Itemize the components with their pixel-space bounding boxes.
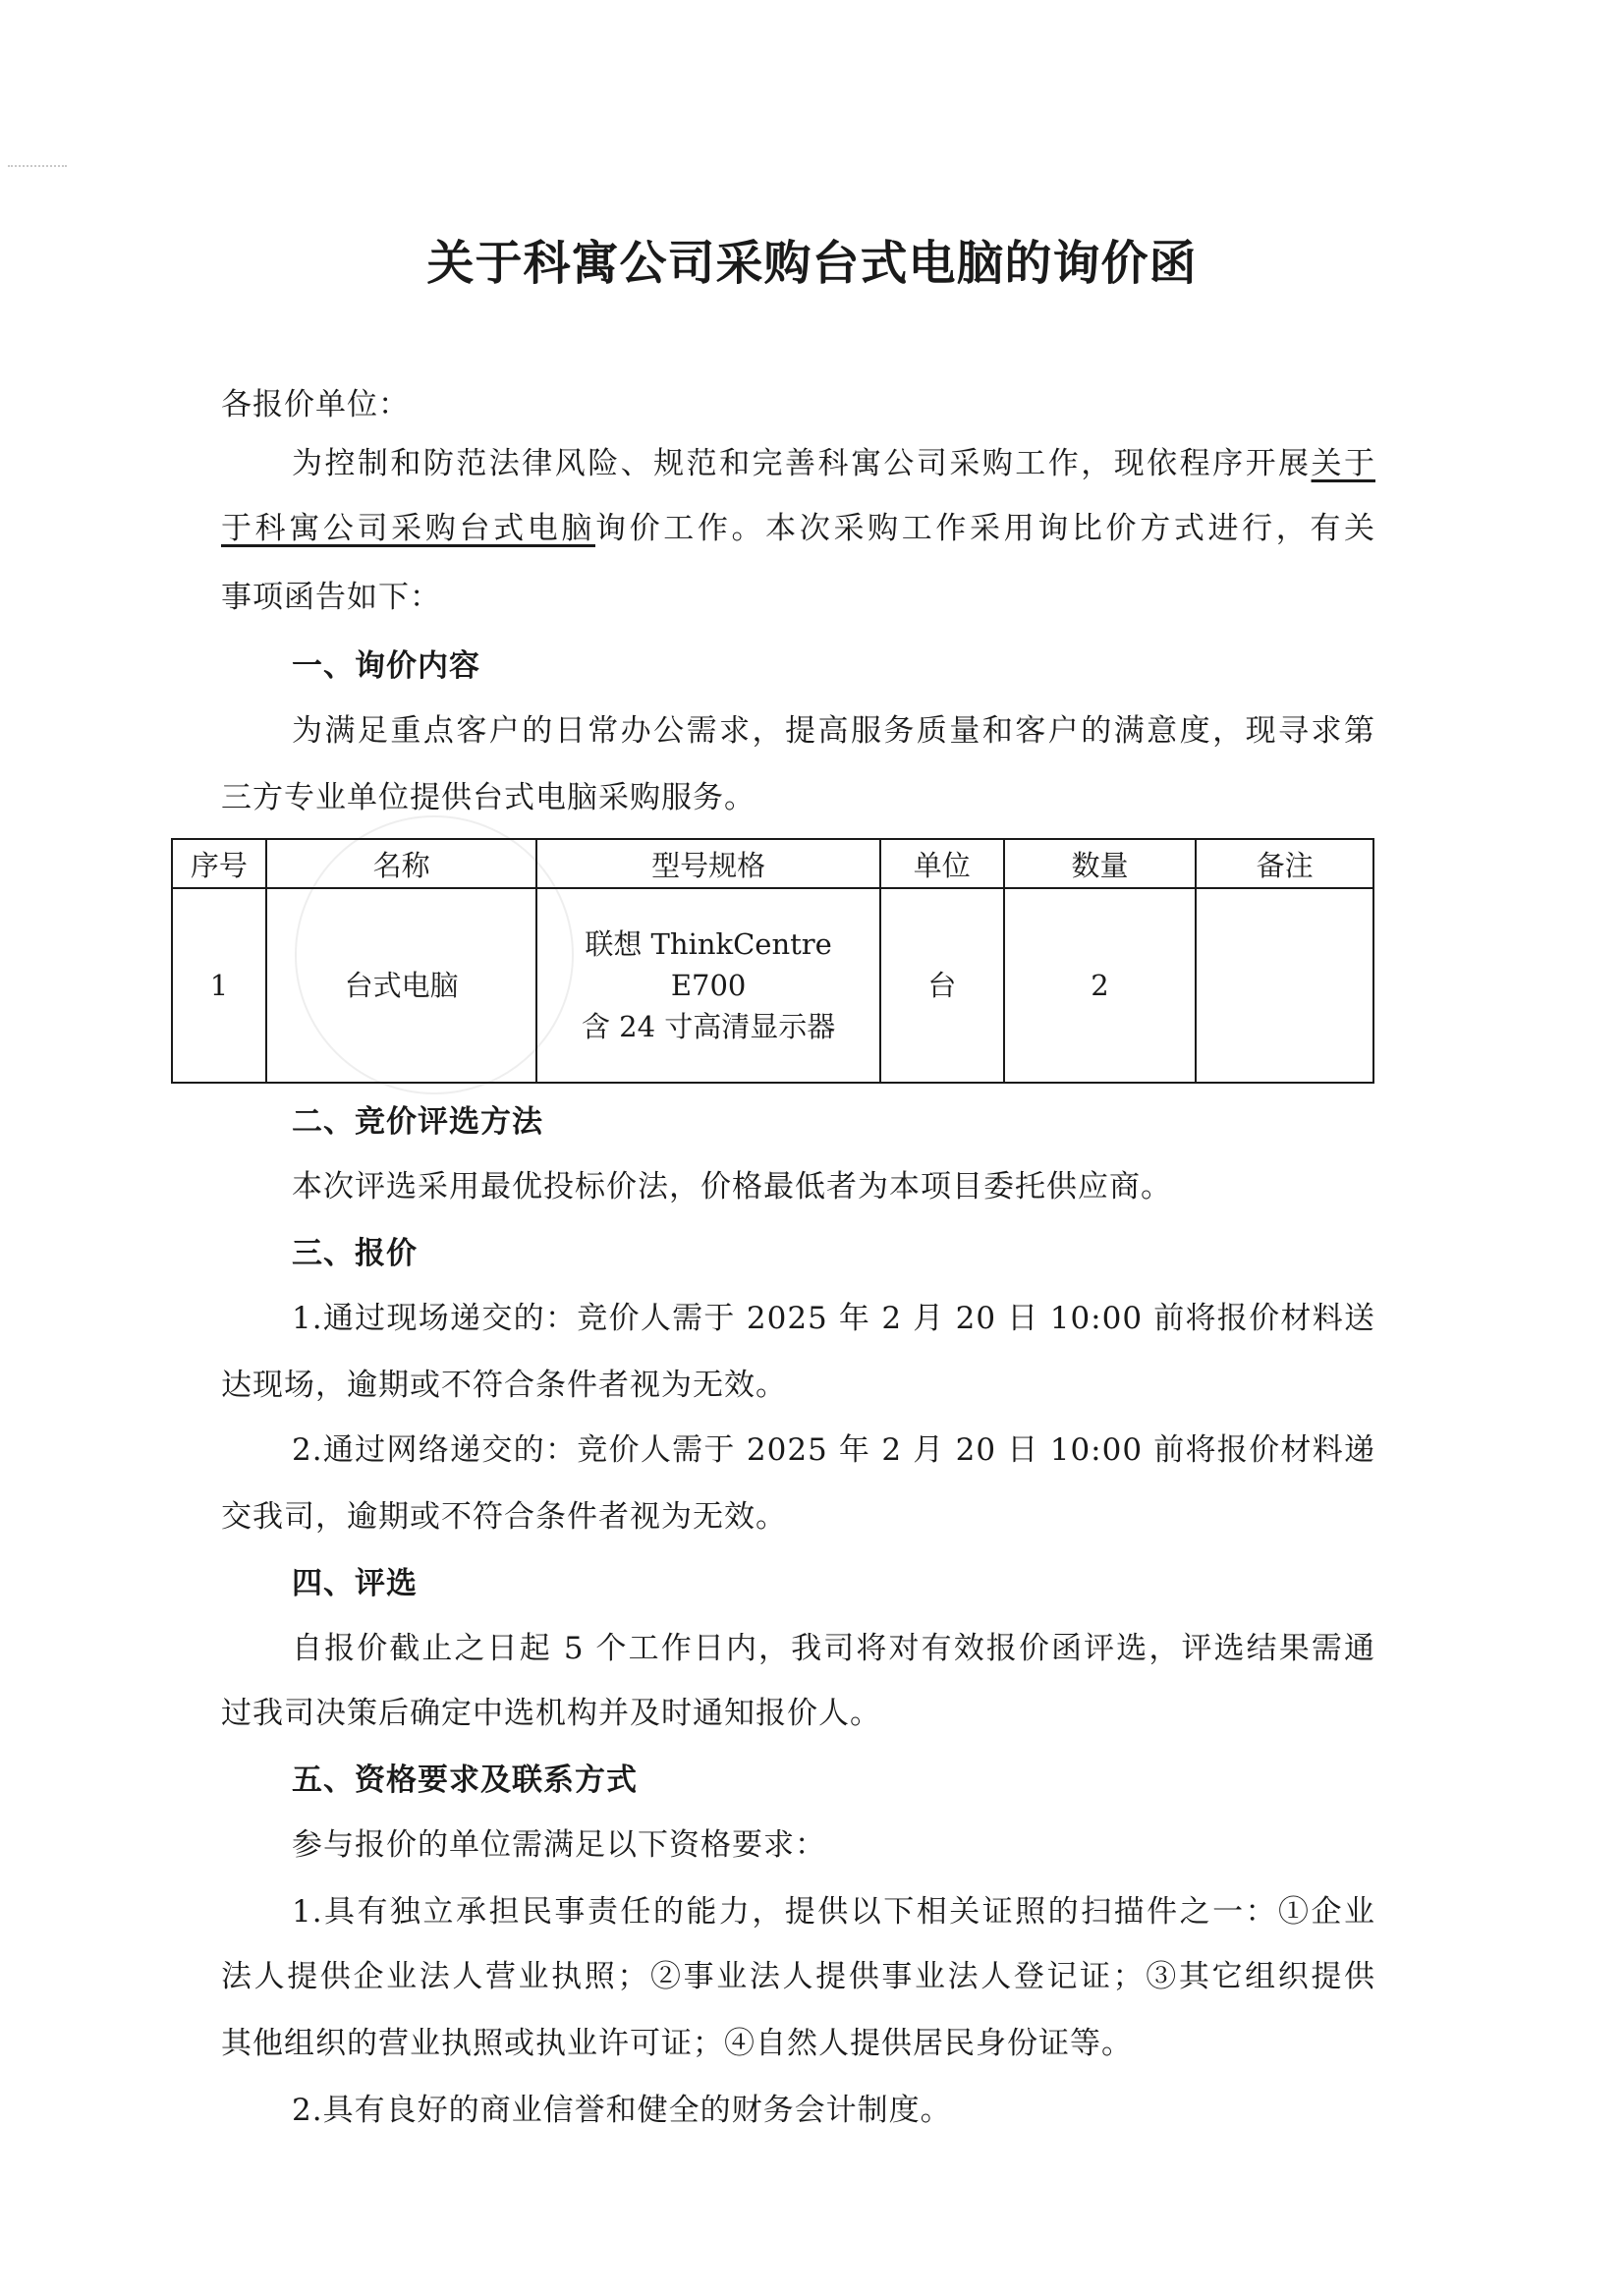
cell-unit: 台 bbox=[880, 888, 1004, 1083]
procurement-table bbox=[171, 838, 1374, 1084]
header-spec: 型号规格 bbox=[536, 839, 880, 888]
section-5-para: 参与报价的单位需满足以下资格要求： bbox=[292, 1827, 826, 1863]
table-header-row bbox=[172, 839, 1373, 888]
table-row bbox=[172, 888, 1373, 1083]
section-3-heading: 三、报价 bbox=[292, 1236, 418, 1271]
header-name: 名称 bbox=[266, 839, 536, 888]
cell-seq: 1 bbox=[172, 888, 266, 1083]
section-1-heading: 一、询价内容 bbox=[292, 648, 480, 684]
section-2-heading: 二、竞价评选方法 bbox=[292, 1104, 543, 1140]
section-3-item-1-line-2: 达现场，逾期或不符合条件者视为无效。 bbox=[221, 1368, 787, 1403]
section-3-item-2-line-2: 交我司，逾期或不符合条件者视为无效。 bbox=[221, 1499, 787, 1535]
header-seq: 序号 bbox=[172, 839, 266, 888]
header-unit: 单位 bbox=[880, 839, 1004, 888]
intro-line-1: 为控制和防范法律风险、规范和完善科寓公司采购工作，现依程序开展关于 bbox=[292, 446, 1375, 481]
section-4-para-line-2: 过我司决策后确定中选机构并及时通知报价人。 bbox=[221, 1696, 881, 1731]
project-name-underlined-1: 关于 bbox=[1311, 446, 1375, 481]
section-4-heading: 四、评选 bbox=[292, 1566, 418, 1601]
section-1-para-line-2: 三方专业单位提供台式电脑采购服务。 bbox=[221, 780, 756, 815]
cell-qty: 2 bbox=[1004, 888, 1197, 1083]
header-qty: 数量 bbox=[1004, 839, 1197, 888]
document-title: 关于科寓公司采购台式电脑的询价函 bbox=[426, 236, 1198, 291]
section-5-item-2: 2.具有良好的商业信誉和健全的财务会计制度。 bbox=[292, 2093, 952, 2128]
cell-spec-line-2: 含 24 寸高清显示器 bbox=[581, 1010, 836, 1043]
section-4-para-line-1: 自报价截止之日起 5 个工作日内，我司将对有效报价函评选，评选结果需通 bbox=[292, 1631, 1375, 1666]
section-1-para-line-1: 为满足重点客户的日常办公需求，提高服务质量和客户的满意度，现寻求第 bbox=[292, 713, 1375, 749]
section-5-item-1-line-3: 其他组织的营业执照或执业许可证；④自然人提供居民身份证等。 bbox=[221, 2026, 1133, 2061]
section-3-item-1-line-1: 1.通过现场递交的：竞价人需于 2025 年 2 月 20 日 10:00 前将报价材料送 bbox=[292, 1301, 1375, 1336]
scan-artifact bbox=[8, 165, 67, 169]
cell-remark bbox=[1196, 888, 1373, 1083]
cell-name: 台式电脑 bbox=[266, 888, 536, 1083]
project-name-underlined-2: 于科寓公司采购台式电脑 bbox=[221, 511, 595, 546]
section-2-para: 本次评选采用最优投标价法，价格最低者为本项目委托供应商。 bbox=[292, 1169, 1172, 1204]
salutation: 各报价单位： bbox=[221, 387, 410, 422]
header-remark: 备注 bbox=[1196, 839, 1373, 888]
intro-line-2: 于科寓公司采购台式电脑询价工作。本次采购工作采用询比价方式进行，有关 bbox=[221, 511, 1375, 546]
section-5-item-1-line-2: 法人提供企业法人营业执照；②事业法人提供事业法人登记证；③其它组织提供 bbox=[221, 1959, 1375, 1994]
intro-line-3: 事项函告如下： bbox=[221, 580, 441, 615]
section-5-heading: 五、资格要求及联系方式 bbox=[292, 1763, 638, 1798]
section-3-item-2-line-1: 2.通过网络递交的：竞价人需于 2025 年 2 月 20 日 10:00 前将报价材料递 bbox=[292, 1432, 1375, 1468]
cell-spec bbox=[536, 888, 880, 1083]
cell-spec-line-1: 联想 ThinkCentre E700 bbox=[585, 927, 832, 1002]
section-5-item-1-line-1: 1.具有独立承担民事责任的能力，提供以下相关证照的扫描件之一：①企业 bbox=[292, 1894, 1375, 1930]
